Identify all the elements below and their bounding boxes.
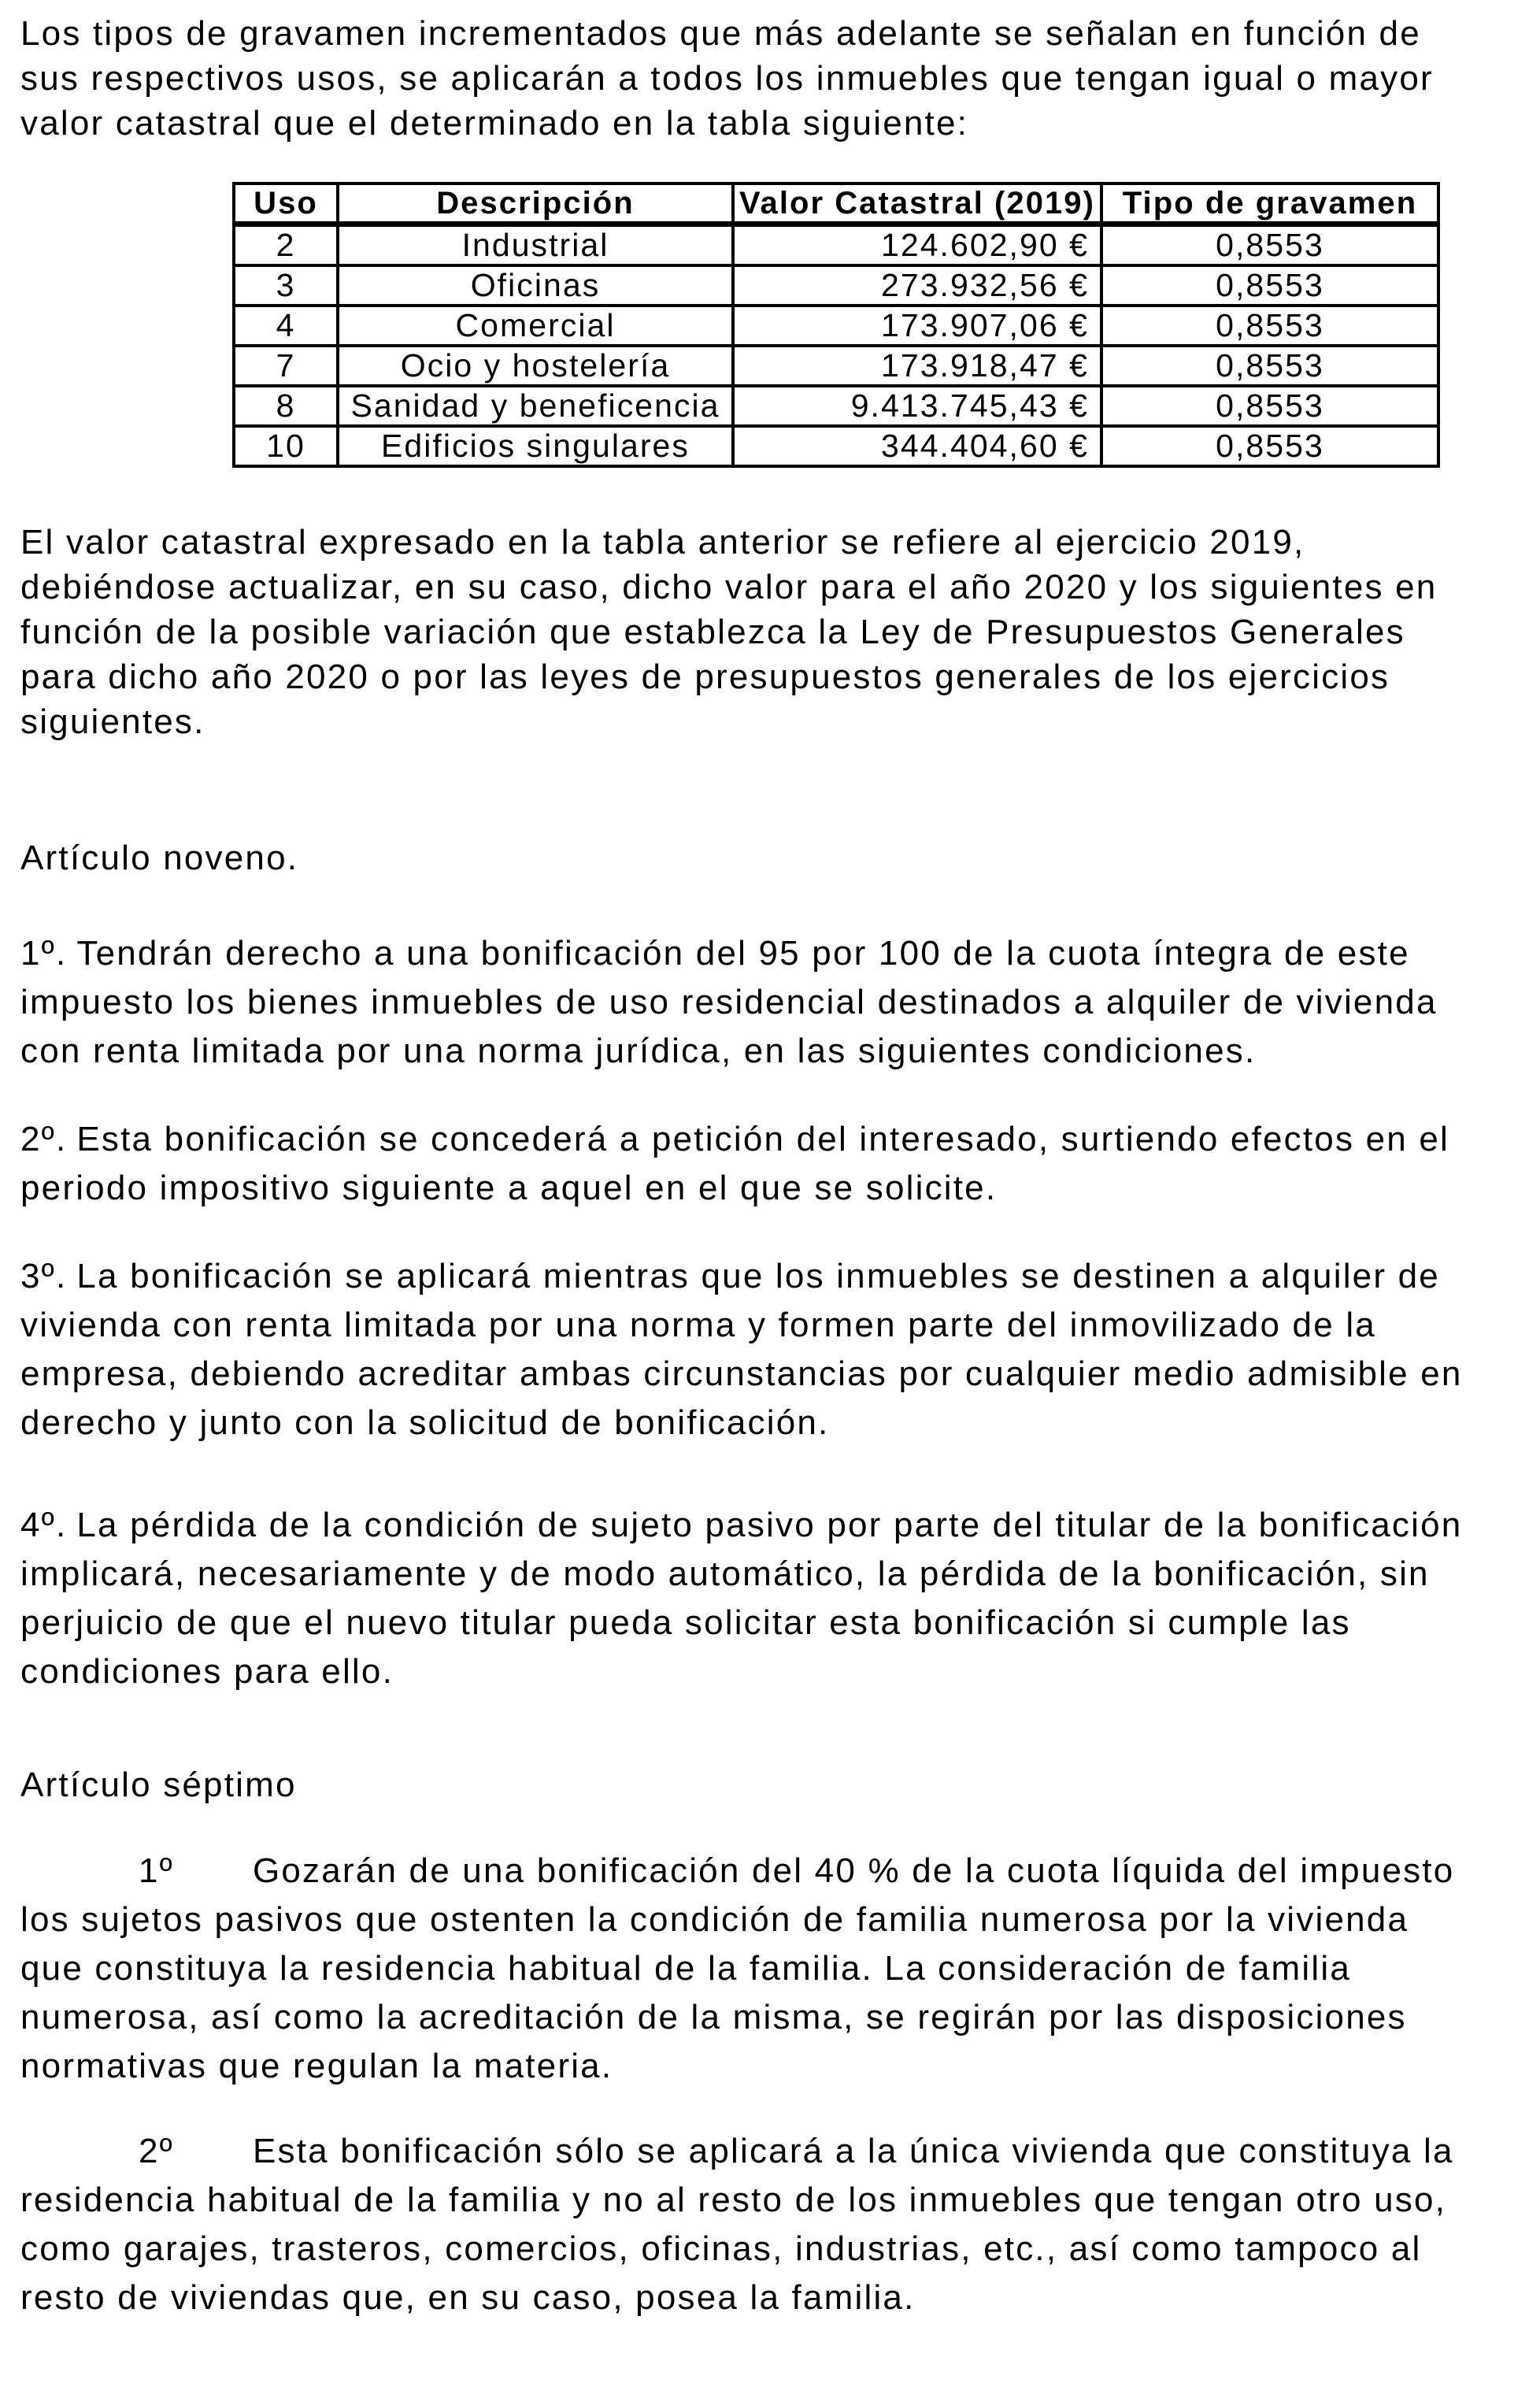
cell-descripcion: Industrial [338,224,733,266]
numbered-paragraph [20,1115,1473,1213]
column-header-uso: Uso [234,183,338,224]
paragraph-marker: 1º [139,1851,174,1890]
paragraph-text: La pérdida de la condición de sujeto pasivo por parte del titular de la bonificación implicará, necesariamente y de modo automático, la pérdida de la bonificación, sin perjuicio de que el nuevo titular pueda solicitar esta bonificación si cumple las condiciones para ello. [20,1506,1463,1691]
cell-uso: 7 [234,346,338,386]
numbered-paragraph [20,2127,1473,2322]
column-header-descripcion: Descripción [338,183,733,224]
cell-tipo-gravamen: 0,8553 [1101,386,1438,426]
cell-tipo-gravamen: 0,8553 [1101,306,1438,346]
column-header-tipo-gravamen: Tipo de gravamen [1101,183,1438,224]
table-row [234,224,1438,266]
cell-valor-catastral: 173.918,47 € [733,346,1101,386]
numbered-paragraph [20,1252,1473,1447]
intro-paragraph: Los tipos de gravamen incrementados que más adelante se señalan en función de sus respectivos usos, se aplicarán a todos los inmuebles que tengan igual o mayor valor catastral que el determinado en la tabla siguiente: [20,14,1434,143]
paragraph-text: Tendrán derecho a una bonificación del 95 por 100 de la cuota íntegra de este impuesto los bienes inmuebles de uso residencial destinados a alquiler de vivienda con renta limitada por una norma jurídica, en las siguientes condiciones. [20,934,1438,1070]
paragraph-text: La bonificación se aplicará mientras que los inmuebles se destinen a alquiler de vivienda con renta limitada por una norma y formen parte del inmovilizado de la empresa, debiendo acreditar ambas circunstancias por cualquier medio admisible en derecho y junto con la solicitud de bonificación. [20,1257,1463,1442]
table-row [234,386,1438,426]
section-heading-articulo-noveno: Artículo noveno. [20,839,299,877]
cell-tipo-gravamen: 0,8553 [1101,426,1438,466]
table-row [234,426,1438,466]
cell-uso: 2 [234,224,338,266]
paragraph-marker: 3º. [20,1257,68,1295]
after-table-paragraph: El valor catastral expresado en la tabla anterior se refiere al ejercicio 2019, debiéndose actualizar, en su caso, dicho valor para el año 2020 y los siguientes en función de la posible variación que establezca la Ley de Presupuestos Generales para dicho año 2020 o por las leyes de presupuestos generales de los ejercicios siguientes. [20,523,1438,741]
cell-tipo-gravamen: 0,8553 [1101,224,1438,266]
paragraph-text: Esta bonificación se concederá a petición del interesado, surtiendo efectos en el periodo impositivo siguiente a aquel en el que se solicite. [20,1120,1450,1207]
cell-uso: 8 [234,386,338,426]
table-row [234,346,1438,386]
cell-descripcion: Sanidad y beneficencia [338,386,733,426]
column-header-valor-catastral: Valor Catastral (2019) [733,183,1101,224]
cell-uso: 10 [234,426,338,466]
table-row [234,306,1438,346]
table-header-row [234,183,1438,224]
cell-valor-catastral: 273.932,56 € [733,265,1101,306]
paragraph-text: Esta bonificación sólo se aplicará a la única vivienda que constituya la residencia habitual de la familia y no al resto de los inmuebles que tengan otro uso, como garajes, trasteros, comercios, oficinas, industrias, etc., así como tampoco al resto de viviendas que, en su caso, posea la familia. [20,2132,1454,2317]
paragraph-marker: 1º. [20,934,68,973]
cell-valor-catastral: 9.413.745,43 € [733,386,1101,426]
tax-rate-table [232,182,1440,468]
tax-rate-table-container [232,182,1473,468]
cell-valor-catastral: 124.602,90 € [733,224,1101,266]
cell-tipo-gravamen: 0,8553 [1101,265,1438,306]
section-heading-articulo-septimo: Artículo séptimo [20,1766,297,1804]
numbered-paragraph [20,1847,1473,2091]
paragraph-text: Gozarán de una bonificación del 40 % de la cuota líquida del impuesto los sujetos pasivos que ostenten la condición de familia numerosa por la vivienda que constituya la residencia habitual de la familia. La consideración de familia numerosa, así como la acreditación de la misma, se regirán por las disposiciones normativas que regulan la materia. [20,1851,1455,2085]
cell-uso: 3 [234,265,338,306]
cell-tipo-gravamen: 0,8553 [1101,346,1438,386]
paragraph-marker: 4º. [20,1506,68,1544]
table-row [234,265,1438,306]
cell-descripcion: Comercial [338,306,733,346]
cell-descripcion: Oficinas [338,265,733,306]
cell-descripcion: Edificios singulares [338,426,733,466]
cell-valor-catastral: 173.907,06 € [733,306,1101,346]
paragraph-marker: 2º [139,2132,174,2170]
numbered-paragraph [20,929,1473,1076]
numbered-paragraph [20,1501,1473,1696]
cell-descripcion: Ocio y hostelería [338,346,733,386]
cell-uso: 4 [234,306,338,346]
paragraph-marker: 2º. [20,1120,68,1158]
cell-valor-catastral: 344.404,60 € [733,426,1101,466]
